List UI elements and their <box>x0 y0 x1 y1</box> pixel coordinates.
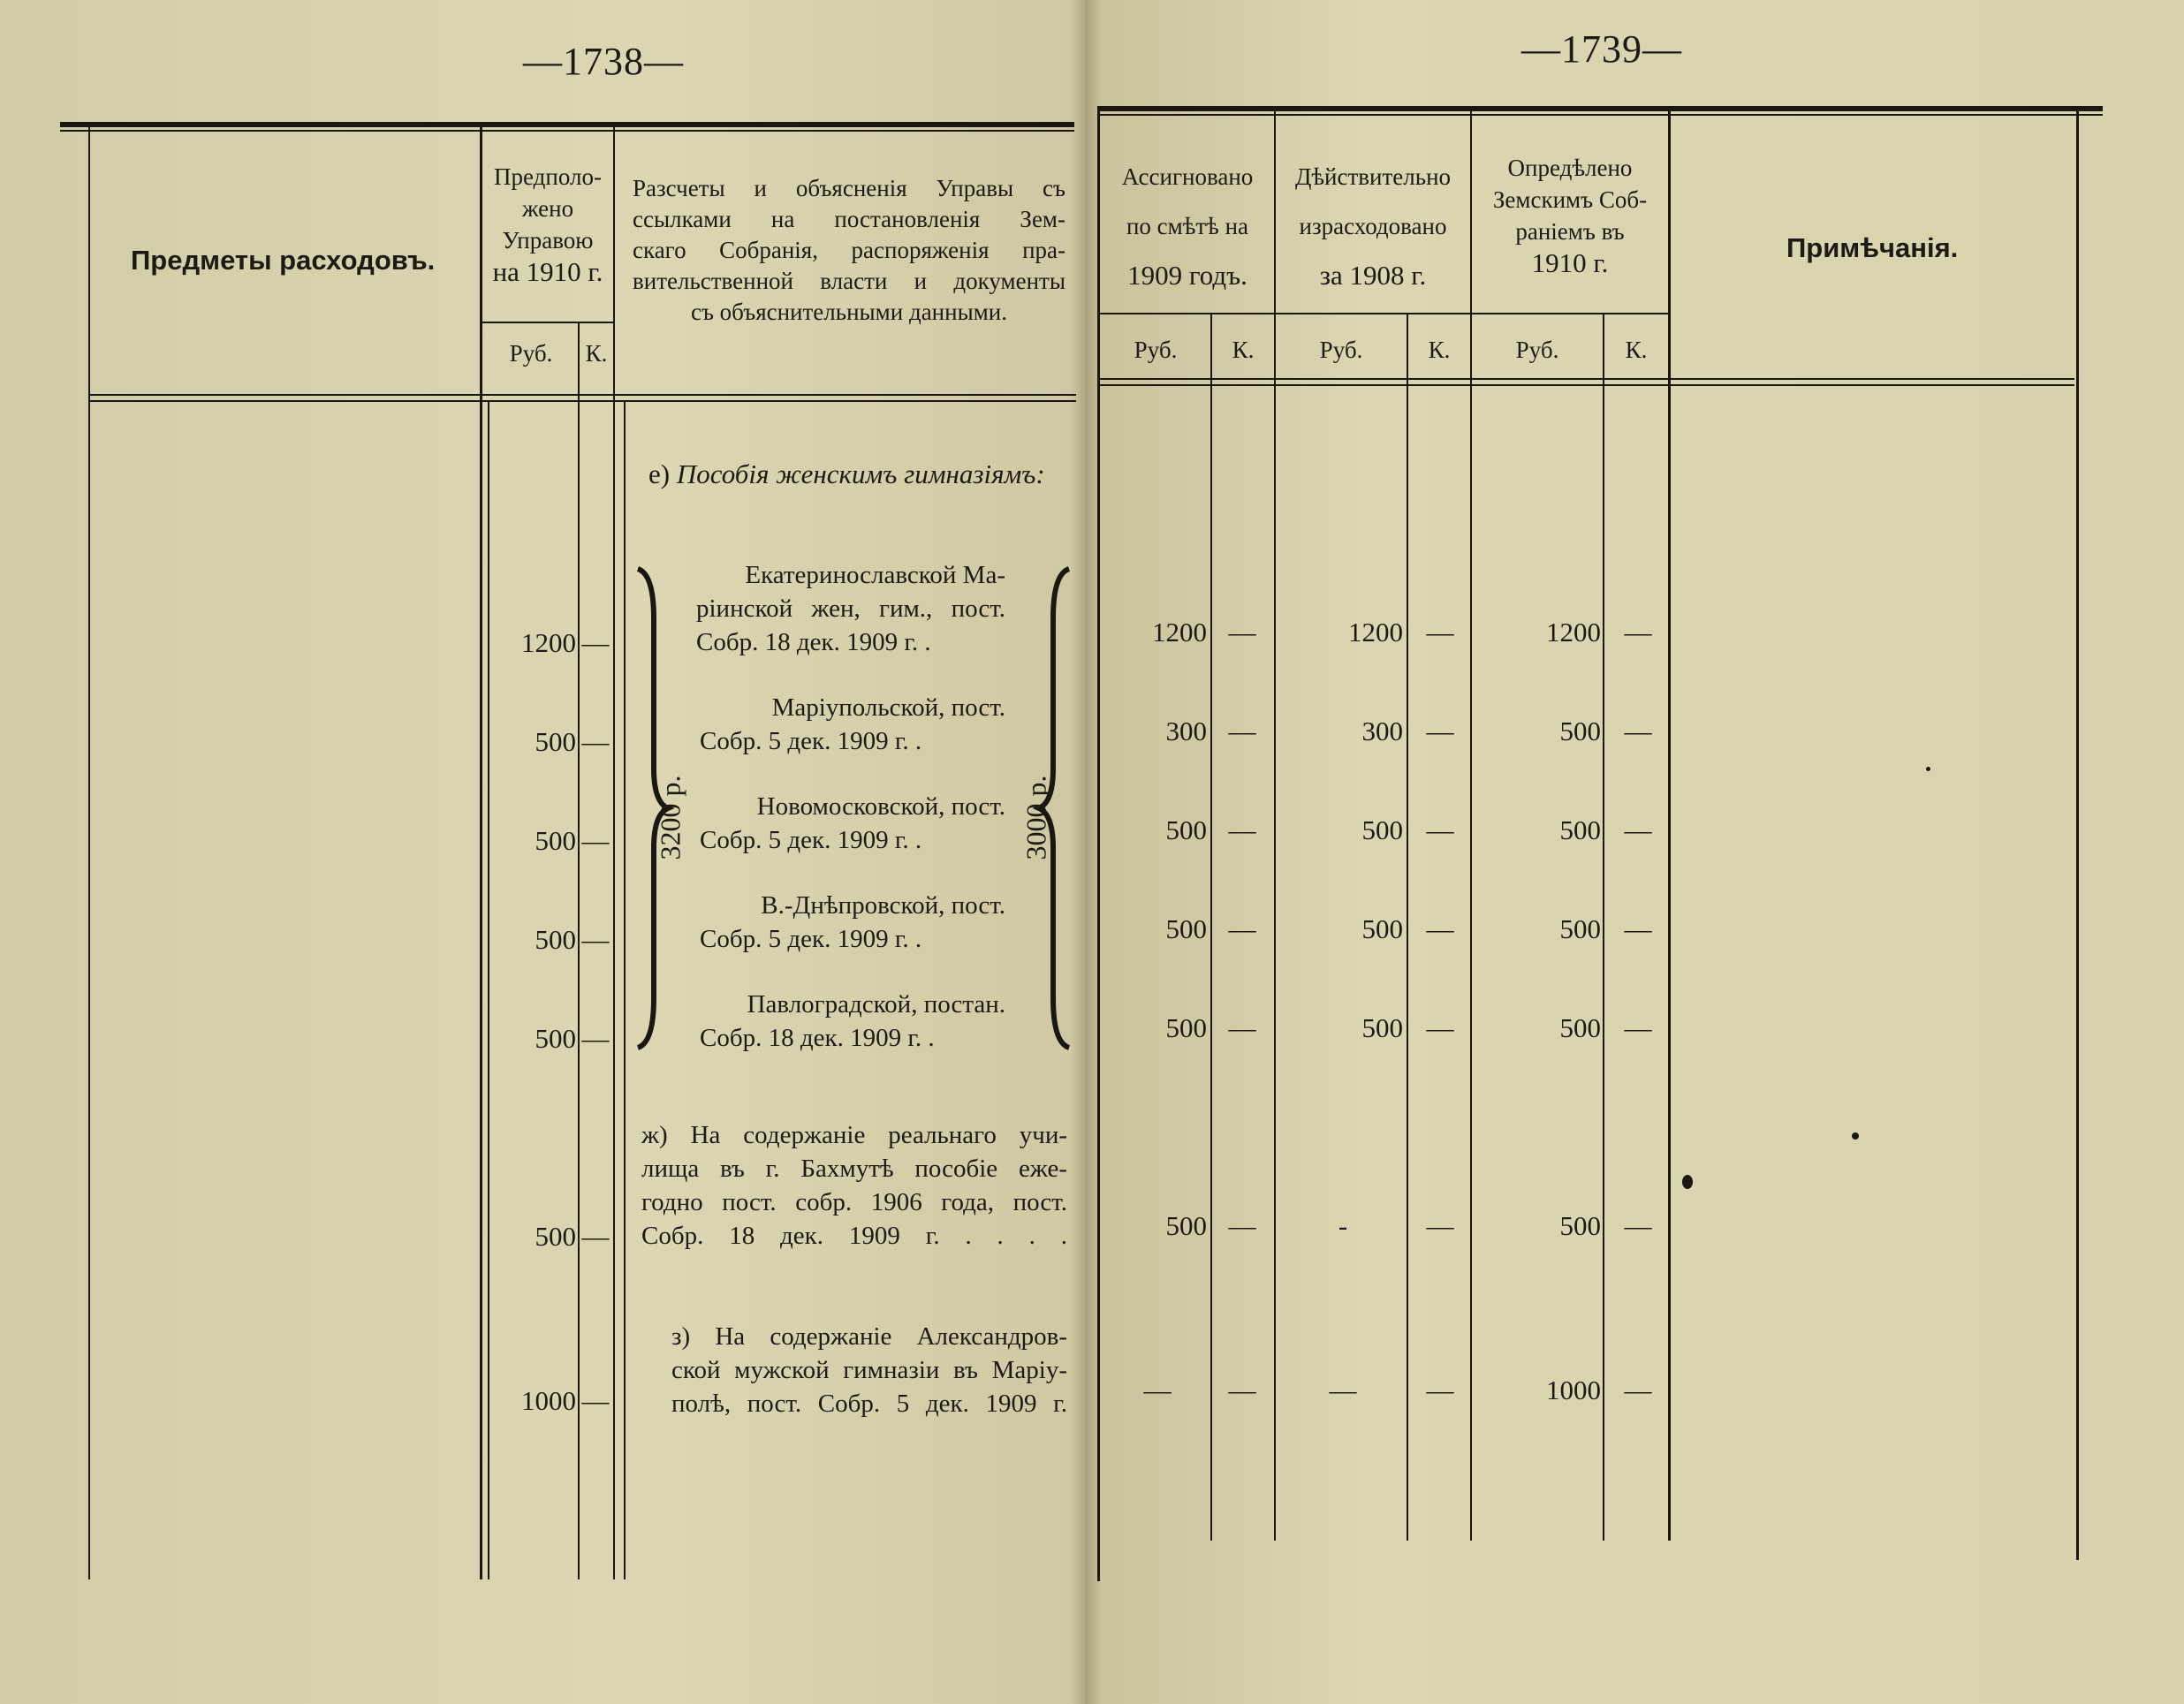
assigned-row-4: 500 <box>1165 913 1207 944</box>
spent-kop-4: — <box>1426 913 1454 944</box>
determined-row-6: 500 <box>1559 1210 1601 1241</box>
proposed-kop-1: — <box>581 627 610 658</box>
ink-speck-2 <box>1926 767 1930 771</box>
left-page-number: —1738— <box>523 40 684 83</box>
header-spent-kop: К. <box>1428 337 1451 363</box>
spent-kop-2: — <box>1426 716 1454 746</box>
spent-row-2: 300 <box>1361 716 1403 746</box>
col-line-determined <box>1668 111 1671 1541</box>
spent-kop-3: — <box>1426 814 1454 845</box>
col-line-spent <box>1470 111 1472 1541</box>
ink-speck <box>1852 1132 1859 1140</box>
brace-right-total: 3000 р. <box>1020 775 1052 860</box>
row-text-4: В.-Днѣпровской, пост. Собр. 5 дек. 1909 г. . <box>700 891 1005 953</box>
assigned-row-5: 500 <box>1165 1012 1207 1043</box>
right-subheader-rule <box>1097 313 1668 314</box>
row-text-6: ж) На содержаніе реальнаго учи- лища въ г. Бахмутѣ пособіе еже- годно пост. собр. 1906 года, пост. Собр. 18 дек. 1909 г. . . . . <box>641 1121 1067 1250</box>
right-page-number: —1739— <box>1521 27 1682 71</box>
proposed-kop-7: — <box>581 1385 610 1416</box>
proposed-row-5: 500 <box>535 1023 576 1054</box>
col-line-proposed <box>613 127 615 1579</box>
proposed-kop-6: — <box>581 1221 610 1252</box>
ink-mark <box>1682 1175 1693 1189</box>
spent-row-5: 500 <box>1361 1012 1403 1043</box>
row-text-3: Новомосковской, пост. Собр. 5 дек. 1909 г. . <box>700 792 1005 854</box>
assigned-kop-4: — <box>1228 913 1256 944</box>
determined-row-5: 500 <box>1559 1012 1601 1043</box>
assigned-row-3: 500 <box>1165 814 1207 845</box>
col-line-proposed-2 <box>624 402 626 1579</box>
right-top-rule <box>1097 106 2103 111</box>
header-spent: Дѣйствительно израсходовано за 1908 г. <box>1294 163 1452 291</box>
spent-row-7: — <box>1329 1375 1357 1405</box>
spent-kop-6: — <box>1426 1210 1454 1241</box>
assigned-kop-2: — <box>1228 716 1256 746</box>
determined-kop-5: — <box>1624 1012 1652 1043</box>
assigned-row-7: — <box>1143 1375 1172 1405</box>
header-assigned-rub: Руб. <box>1134 337 1178 363</box>
header-determined-kop: К. <box>1625 337 1648 363</box>
header-explanations: Разсчеты и объясненія Управы съ ссылками на постановленія Зем- скаго Собранія, распоряженія пра- вительственной власти и документы съ объяснительными данными. <box>633 175 1065 325</box>
proposed-kop-3: — <box>581 825 610 856</box>
header-assigned-kop: К. <box>1232 337 1255 363</box>
proposed-row-4: 500 <box>535 924 576 955</box>
assigned-kop-7: — <box>1228 1375 1256 1405</box>
spent-row-6: - <box>1338 1210 1348 1241</box>
left-top-rule <box>60 122 1074 127</box>
proposed-row-7: 1000 <box>521 1385 576 1416</box>
right-header-bottom-rule-2 <box>1097 384 2074 386</box>
header-spent-rub: Руб. <box>1319 337 1363 363</box>
assigned-row-1: 1200 <box>1152 617 1207 648</box>
spent-kop-1: — <box>1426 617 1454 648</box>
determined-row-2: 500 <box>1559 716 1601 746</box>
header-determined-rub: Руб. <box>1515 337 1559 363</box>
assigned-kop-1: — <box>1228 617 1256 648</box>
determined-row-1: 1200 <box>1546 617 1601 648</box>
determined-kop-7: — <box>1624 1375 1652 1405</box>
determined-row-4: 500 <box>1559 913 1601 944</box>
spent-row-1: 1200 <box>1348 617 1403 648</box>
row-text-5: Павлоградской, постан. Собр. 18 дек. 1909 г. . <box>700 990 1005 1052</box>
row-text-1: Екатеринославской Ма- ріинской жен, гим., пост. Собр. 18 дек. 1909 г. . <box>696 561 1005 656</box>
determined-kop-6: — <box>1624 1210 1652 1241</box>
col-line-assigned-kop <box>1210 313 1212 1541</box>
header-proposed-rub: Руб. <box>509 340 553 367</box>
right-header-bottom-rule <box>1097 378 2074 380</box>
determined-row-3: 500 <box>1559 814 1601 845</box>
proposed-subheader-rule <box>481 322 615 323</box>
determined-kop-1: — <box>1624 617 1652 648</box>
brace-left-total: 3200 р. <box>654 775 686 860</box>
col-line-items-2 <box>488 402 489 1579</box>
left-border-line <box>88 127 90 1579</box>
spent-kop-7: — <box>1426 1375 1454 1405</box>
left-header-bottom-rule <box>88 394 1076 396</box>
row-text-2: Маріупольской, пост. Собр. 5 дек. 1909 г. . <box>700 693 1005 755</box>
header-assigned: Ассигновано по смѣтѣ на 1909 годъ. <box>1121 163 1254 291</box>
col-line-determined-kop <box>1603 313 1604 1541</box>
determined-kop-4: — <box>1624 913 1652 944</box>
determined-kop-3: — <box>1624 814 1652 845</box>
col-line-spent-kop <box>1407 313 1408 1541</box>
assigned-kop-5: — <box>1228 1012 1256 1043</box>
col-line-items <box>480 127 482 1579</box>
section-e-title: е) Пособія женскимъ гимназіямъ: <box>648 458 1045 489</box>
spent-row-4: 500 <box>1361 913 1403 944</box>
assigned-row-2: 300 <box>1165 716 1207 746</box>
spent-row-3: 500 <box>1361 814 1403 845</box>
proposed-row-1: 1200 <box>521 627 576 658</box>
proposed-row-3: 500 <box>535 825 576 856</box>
header-items: Предметы расходовъ. <box>131 245 436 276</box>
row-text-7: з) На содержаніе Александров- ской мужской гимназіи въ Маріу- полѣ, пост. Собр. 5 дек. 1909 г. <box>671 1322 1067 1418</box>
right-border-line <box>1097 111 1100 1581</box>
determined-row-7: 1000 <box>1546 1375 1601 1405</box>
assigned-row-6: 500 <box>1165 1210 1207 1241</box>
left-top-rule-thin <box>60 130 1074 132</box>
proposed-kop-5: — <box>581 1023 610 1054</box>
header-proposed-kop: К. <box>585 340 608 367</box>
determined-kop-2: — <box>1624 716 1652 746</box>
proposed-row-2: 500 <box>535 726 576 757</box>
book-gutter <box>1071 0 1101 1704</box>
right-top-rule-thin <box>1097 114 2103 116</box>
right-edge-line <box>2076 111 2079 1560</box>
header-determined: Опредѣлено Земскимъ Соб- раніемъ въ 1910 г. <box>1492 155 1648 278</box>
proposed-row-6: 500 <box>535 1221 576 1252</box>
left-header-bottom-rule-2 <box>88 400 1076 402</box>
assigned-kop-6: — <box>1228 1210 1256 1241</box>
header-proposed: Предполо- жено Управою на 1910 г. <box>492 163 603 287</box>
header-notes: Примѣчанія. <box>1786 232 1959 263</box>
spent-kop-5: — <box>1426 1012 1454 1043</box>
proposed-kop-4: — <box>581 924 610 955</box>
col-line-assigned <box>1274 111 1276 1541</box>
assigned-kop-3: — <box>1228 814 1256 845</box>
proposed-kop-2: — <box>581 726 610 757</box>
